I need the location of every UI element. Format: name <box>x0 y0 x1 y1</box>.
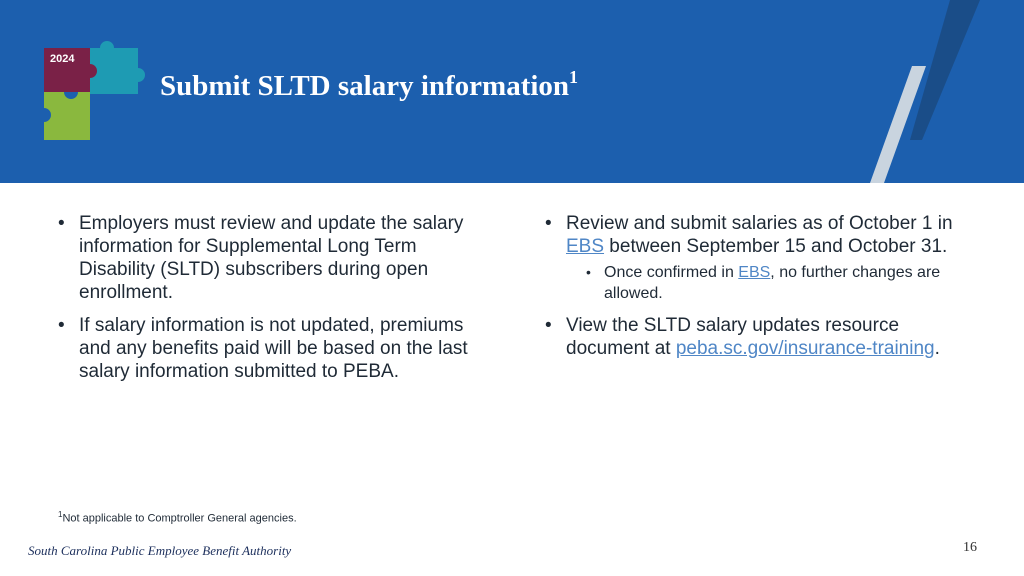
bullet-icon: • <box>586 264 591 280</box>
list-item <box>545 212 985 304</box>
bullet-icon: • <box>58 315 65 336</box>
logo-year: 2024 <box>50 53 75 65</box>
list-item <box>545 314 985 360</box>
sub-bullet-list <box>566 262 985 304</box>
right-bullet-list <box>545 212 985 370</box>
left-bullet-list <box>58 212 488 393</box>
footnote <box>58 510 297 525</box>
insurance-training-link[interactable]: peba.sc.gov/insurance-training <box>675 338 935 359</box>
ebs-link[interactable]: EBS <box>566 236 605 257</box>
organization-name: South Carolina Public Employee Benefit Authority <box>28 543 292 558</box>
footnote-text: Not applicable to Comptroller General agencies. <box>62 512 297 525</box>
list-item-text: View the SLTD salary updates resource document at <box>566 315 900 359</box>
page-number: 16 <box>963 540 977 555</box>
puzzle-logo-icon <box>30 34 150 154</box>
bullet-icon: • <box>545 315 552 336</box>
list-item-text: between September 15 and October 31. <box>604 236 948 257</box>
title-footnote-marker: 1 <box>569 67 579 87</box>
list-item-text: Review and submit salaries as of October 1 in <box>566 213 953 234</box>
bullet-icon: • <box>545 213 552 234</box>
bullet-icon: • <box>58 213 65 234</box>
sub-list-item <box>586 262 985 304</box>
list-item <box>58 212 488 304</box>
list-item-text: . <box>934 338 940 359</box>
slide-header <box>0 0 1024 183</box>
list-item-text: If salary information is not updated, premiums and any benefits paid will be based on the last salary information submitted to PEBA. <box>79 315 468 382</box>
list-item-text: Employers must review and update the salary information for Supplemental Long Term Disability (SLTD) subscribers during open enrollment. <box>79 213 464 303</box>
ebs-link[interactable]: EBS <box>738 264 771 281</box>
sub-item-text: Once confirmed in <box>604 264 739 281</box>
sub-item-text: , no further changes are allowed. <box>604 264 941 302</box>
footnote-marker: 1 <box>58 510 63 519</box>
list-item <box>58 314 488 383</box>
page-title <box>160 67 579 103</box>
title-text: Submit SLTD salary information <box>160 70 570 102</box>
